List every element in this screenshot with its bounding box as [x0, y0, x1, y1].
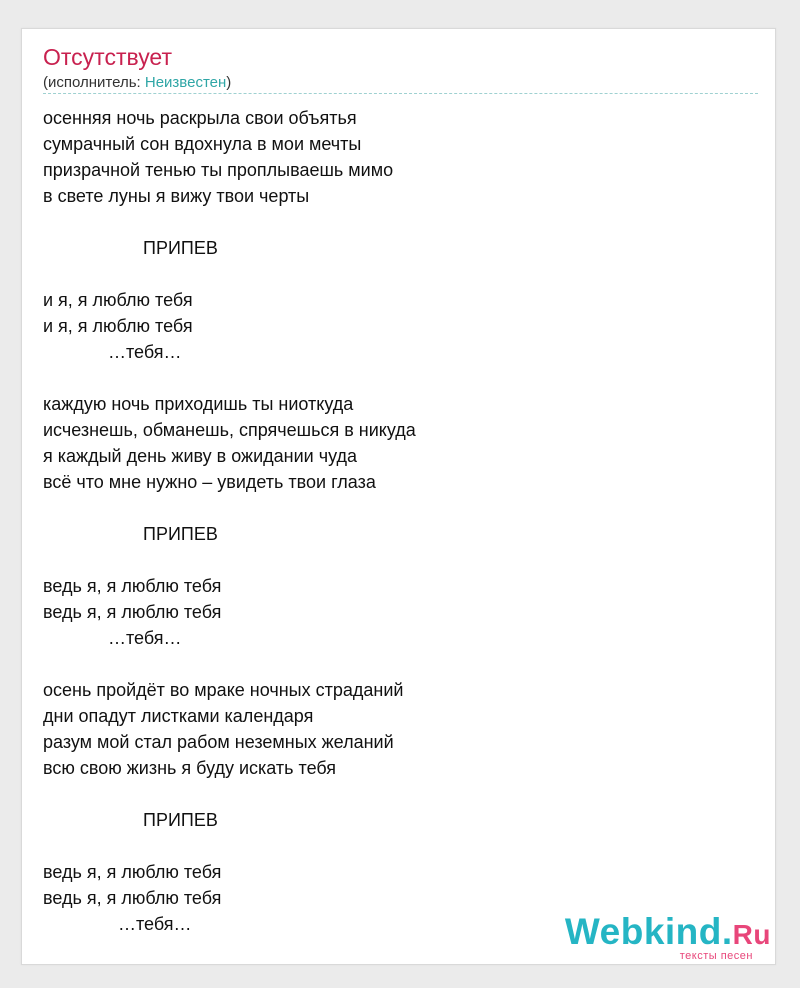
- lyric-line: ведь я, я люблю тебя: [43, 888, 222, 908]
- lyric-line: всю свою жизнь я буду искать тебя: [43, 758, 337, 778]
- lyric-line: ПРИПЕВ: [43, 238, 218, 258]
- lyric-line: осень пройдёт во мраке ночных страданий: [43, 680, 404, 700]
- artist-link[interactable]: Неизвестен: [144, 74, 227, 91]
- lyric-line: каждую ночь приходишь ты ниоткуда: [43, 394, 354, 414]
- lyric-line: в свете луны я вижу твои черты: [43, 186, 310, 206]
- song-card: [21, 28, 776, 965]
- lyric-line: …тебя…: [43, 914, 192, 934]
- lyric-line: …тебя…: [43, 342, 182, 362]
- lyric-line: призрачной тенью ты проплываешь мимо: [43, 160, 394, 180]
- lyric-line: …тебя…: [43, 628, 182, 648]
- lyric-line: я каждый день живу в ожидании чуда: [43, 446, 357, 466]
- lyric-line: дни опадут листками календаря: [43, 706, 314, 726]
- lyric-line: всё что мне нужно – увидеть твои глаза: [43, 472, 376, 492]
- logo-tld: Ru: [732, 919, 771, 950]
- artist-line: [43, 73, 231, 93]
- logo-tagline: тексты песен: [679, 950, 753, 962]
- lyric-line: разум мой стал рабом неземных желаний: [43, 732, 394, 752]
- lyrics-text: [43, 105, 416, 937]
- artist-suffix: ): [226, 74, 232, 91]
- dashed-divider: [43, 93, 758, 94]
- lyric-line: и я, я люблю тебя: [43, 290, 193, 310]
- logo-dot: .: [721, 911, 733, 952]
- logo-wordmark: [565, 913, 771, 954]
- lyric-line: ведь я, я люблю тебя: [43, 602, 222, 622]
- webkind-logo[interactable]: [565, 913, 771, 962]
- lyric-line: ПРИПЕВ: [43, 810, 218, 830]
- lyric-line: ведь я, я люблю тебя: [43, 576, 222, 596]
- lyric-line: ведь я, я люблю тебя: [43, 862, 222, 882]
- lyric-line: сумрачный сон вдохнула в мои мечты: [43, 134, 362, 154]
- lyric-line: исчезнешь, обманешь, спрячешься в никуда: [43, 420, 416, 440]
- lyric-line: и я, я люблю тебя: [43, 316, 193, 336]
- lyric-line: ПРИПЕВ: [43, 524, 218, 544]
- song-title: Отсутствует: [43, 44, 172, 70]
- logo-word: Webkind: [564, 911, 722, 952]
- lyric-line: осенняя ночь раскрыла свои объятья: [43, 108, 357, 128]
- artist-prefix: (исполнитель:: [43, 74, 145, 91]
